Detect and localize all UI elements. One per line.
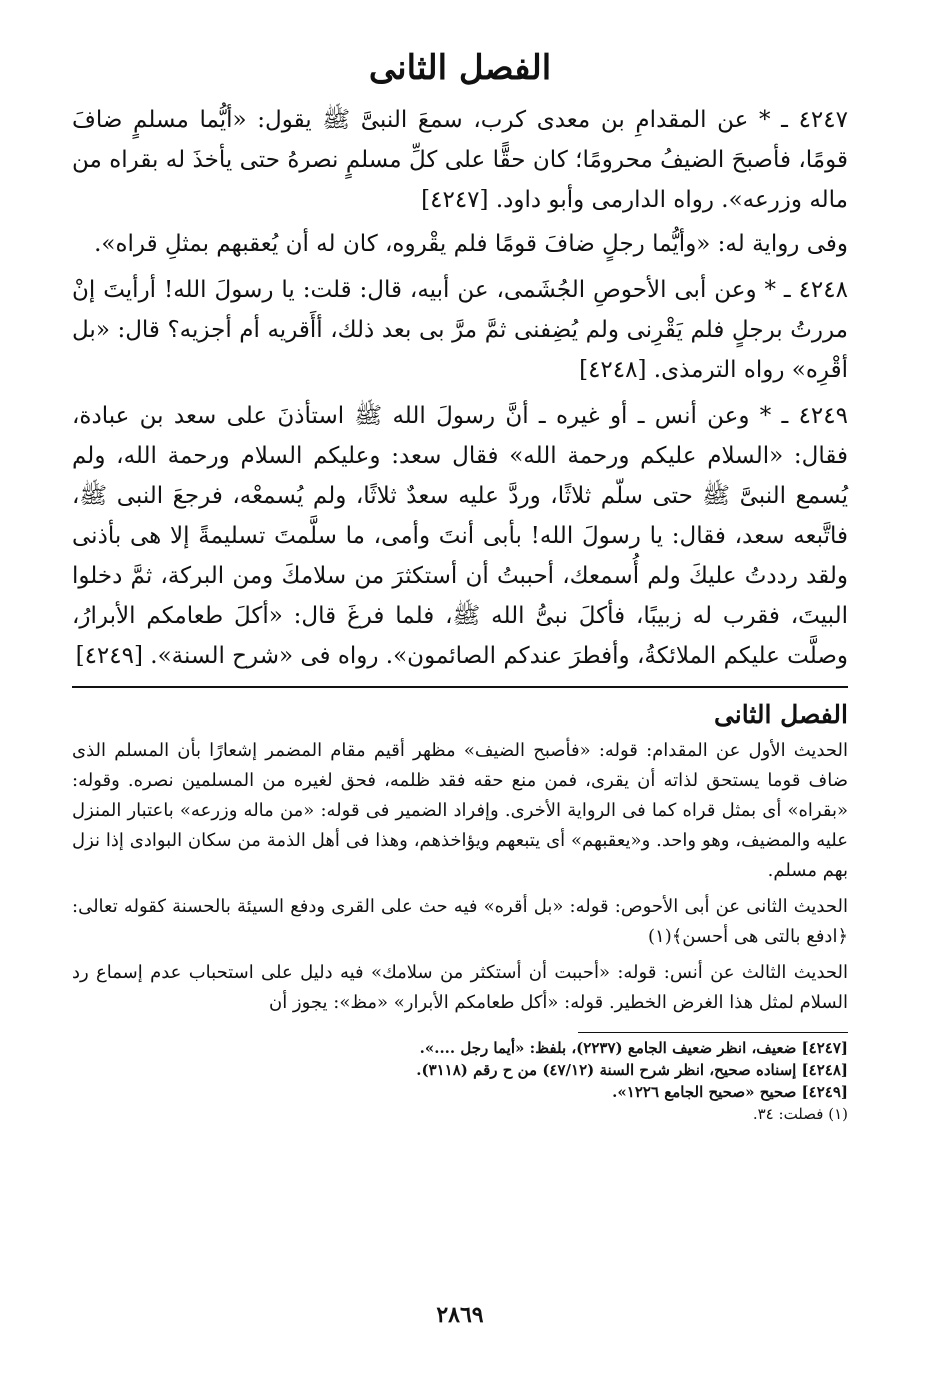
hadith-4248: ٤٢٤٨ ـ * وعن أبى الأحوصِ الجُشَمى، عن أبيه، قال: قلت: يا رسولَ الله! أرأيتَ إنْ مررتُ برجلٍ فلم يَقْرِنى ولم يُضِفنى ثمَّ مرَّ بى بعد ذلك، أأَقريه أم أجزيه؟ قال: «بل أقْرِه» رواه الترمذى. [٤٢٤٨] <box>72 277 848 383</box>
footnote: [٤٢٤٨] إسناده صحيح، انظر شرح السنة (٤٧/١٢) من ح رقم (٣١١٨). <box>416 1061 848 1079</box>
commentary-title: الفصل الثانى <box>713 700 848 729</box>
commentary-paragraph: الحديث الثانى عن أبى الأحوص: قوله: «بل أقره» فيه حث على القرى ودفع السيئة بالحسنة كقوله تعالى: ﴿ادفع بالتى هى أحسن﴾(١) <box>72 896 848 947</box>
section-title: الفصل الثانى <box>368 48 552 88</box>
hadith-4249: ٤٢٤٩ ـ * وعن أنس ـ أو غيره ـ أنَّ رسولَ الله ﷺ استأذنَ على سعد بن عبادة، فقال: «السلام عليكم ورحمة الله» فقال سعد: وعليكم السلام ورحمة الله، ولم يُسمع النبىَّ ﷺ حتى سلّم ثلاثًا، وردَّ عليه سعدٌ ثلاثًا، ولم يُسمعْه، فرجعَ النبى ﷺ، فاتَّبعه سعد، فقال: يا رسولَ الله! بأبى أنتَ وأمى، ما سلَّمتَ تسليمةً إلا هى بأذنى ولقد رددتُ عليكَ ولم أُسمعك، أحببتُ أن أستكثرَ من سلامكَ ومن البركة، ثمَّ دخلوا البيتَ، فقرب له زبيبًا، فأكلَ نبىُّ الله ﷺ، فلما فرغَ قال: «أكلَ طعامكم الأبرارُ، وصلَّت عليكم الملائكةُ، وأفطرَ عندكم الصائمون». رواه فى «شرح السنة». [٤٢٤٩] <box>72 403 848 669</box>
commentary-paragraph: الحديث الثالث عن أنس: قوله: «أحببت أن أستكثر من سلامك» فيه دليل على استحباب عدم إسماع رد السلام لمثل هذا الغرض الخطير. قوله: «أكل طعامكم الأبرار» «مظ»: يجوز أن <box>72 962 848 1013</box>
commentary-paragraph: الحديث الأول عن المقدام: قوله: «فأصبح الضيف» مظهر أقيم مقام المضمر إشعارًا بأن المسلم الذى ضاف قوما يستحق لذاته أن يقرى، فمن منع حقه فقد ظلمه، فحق لغيره من المسلمين نصره. وقوله: «بقراه» أى بمثل قراه كما فى الرواية الأخرى. وإفراد الضمير فى قوله: «من ماله وزرعه» باعتبار المنزل عليه والمضيف، وهو واحد. و«يعقبهم» أى يتبعهم ويؤاخذهم، وهذا فى أهل الذمة من سكان البوادى إذا نزل بهم مسلم. <box>72 740 848 881</box>
footnote: [٤٢٤٩] صحيح «صحيح الجامع ١٢٢٦». <box>612 1083 848 1101</box>
hadith-4247: ٤٢٤٧ ـ * عن المقدامِ بن معدى كرب، سمعَ النبىَّ ﷺ يقول: «أيُّما مسلمٍ ضافَ قومًا، فأصبحَ الضيفُ محرومًا؛ كان حقًّا على كلِّ مسلمٍ نصرهُ حتى يأخذَ له بقراه من ماله وزرعه». رواه الدارمى وأبو داود. [٤٢٤٧] <box>72 107 848 213</box>
footnote-divider <box>578 1032 848 1033</box>
footnote: (١) فصلت: ٣٤. <box>752 1105 848 1123</box>
divider <box>72 686 848 688</box>
page <box>72 40 848 1370</box>
hadith-4247-variant: وفى رواية له: «وأيُّما رجلٍ ضافَ قومًا فلم يقْروه، كان له أن يُعقبهم بمثلِ قراه». <box>94 231 848 257</box>
footnote: [٤٢٤٧] ضعيف، انظر ضعيف الجامع (٢٢٣٧)، بلفظ: «أيما رجل ....». <box>419 1039 848 1057</box>
page-number: ٢٨٦٩ <box>436 1302 484 1328</box>
